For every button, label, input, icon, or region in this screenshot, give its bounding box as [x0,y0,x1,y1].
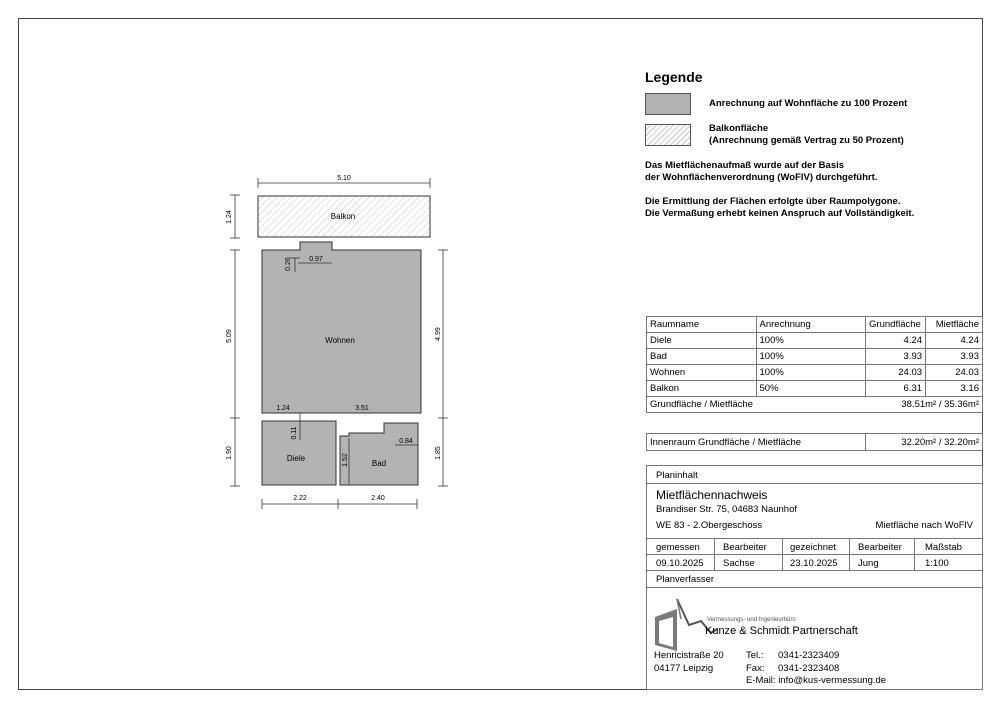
dim-bad-notch: 0.84 [399,438,413,445]
meta-header-gezeichnet: gezeichnet [790,542,836,553]
cell-grund: 6.31 [866,381,926,397]
table-row [647,381,983,397]
cell-rate: 100% [756,333,866,349]
header-mietflaeche: Mietfläche [926,317,983,333]
plan-unit: WE 83 - 2.Obergeschoss [656,520,763,531]
plan-title: Mietflächennachweis [656,488,768,502]
room-label-balkon: Balkon [330,212,356,221]
meta-header-bearbeiter2: Bearbeiter [858,542,902,553]
meta-gezeichnet: 23.10.2025 [790,558,838,569]
table-row [647,365,983,381]
cell-room: Bad [647,349,757,365]
summary-label: Innenraum Grundfläche / Mietfläche [647,434,866,451]
cell-rate: 100% [756,365,866,381]
cell-room: Balkon [647,381,757,397]
meta-header-gemessen: gemessen [656,542,700,553]
table-row [647,333,983,349]
header-raumname: Raumname [647,317,757,333]
room-label-diele: Diele [286,454,306,463]
dim-bottom-left: 2.22 [293,495,307,502]
cell-miet: 4.24 [926,333,983,349]
cell-miet: 3.93 [926,349,983,365]
dim-right-upper: 4.99 [435,327,442,341]
plan-note: Mietfläche nach WoFlV [875,520,973,531]
note-ermittlung [645,196,914,220]
legend-title: Legende [645,69,703,85]
dim-bottom-right: 2.40 [371,495,385,502]
note-basis [645,160,877,184]
cell-miet: 3.16 [926,381,983,397]
company-fax-label: Fax: [746,663,765,674]
company-fax: 0341-2323408 [778,663,840,674]
meta-header-massstab: Maßstab [925,542,962,553]
planinhalt-header: Planinhalt [656,470,698,481]
room-label-bad: Bad [371,459,387,468]
legend-swatch-balkon [645,124,691,146]
plan-address: Brandiser Str. 75, 04683 Naunhof [656,504,798,515]
title-block [646,465,983,690]
cell-rate: 100% [756,349,866,365]
company-tel: 0341-2323409 [778,650,840,661]
area-table-header [647,317,983,333]
legend-swatch-full [645,93,691,115]
dim-top-width: 5.10 [337,175,351,182]
company-email: E-Mail: info@kus-vermessung.de [746,675,887,686]
table-row [647,349,983,365]
summary-value: 32.20m² / 32.20m² [865,434,982,451]
legend-item-balkon-line2: (Anrechnung gemäß Vertrag zu 50 Prozent) [709,135,904,146]
room-diele [262,421,336,485]
note-basis-line1: Das Mietflächenaufmaß wurde auf der Basis [645,160,845,171]
meta-gemessen: 09.10.2025 [656,558,704,569]
company-city: 04177 Leipzig [654,663,714,674]
room-label-wohnen: Wohnen [325,336,355,345]
note-ermittlung-line1: Die Ermittlung der Flächen erfolgte über Raumpolygone. [645,196,901,207]
company-tel-label: Tel.: [746,650,764,661]
cell-grund: 24.03 [866,365,926,381]
company-subtitle: Vermessungs- und Ingenieurbüro [707,617,796,623]
total-label: Grundfläche / Mietfläche [647,397,866,413]
cell-miet: 24.03 [926,365,983,381]
legend-item-full: Anrechnung auf Wohnfläche zu 100 Prozent [709,98,908,109]
dim-left-lower: 1.90 [226,446,233,460]
cell-rate: 50% [756,381,866,397]
meta-bearbeiter1: Sachse [723,558,755,569]
dim-right-lower: 1.85 [435,446,442,460]
dim-notch-depth: 0.26 [285,257,292,271]
meta-massstab: 1:100 [925,558,949,569]
note-basis-line2: der Wohnflächenverordnung (WoFlV) durchgeführt. [645,172,878,183]
legend-item-balkon [709,123,904,147]
company-street: Henricistraße 20 [654,650,724,661]
dim-diele-offset: 0.11 [291,426,298,440]
cell-room: Wohnen [647,365,757,381]
cell-grund: 4.24 [866,333,926,349]
header-anrechnung: Anrechnung [756,317,866,333]
meta-header-bearbeiter1: Bearbeiter [723,542,767,553]
planverfasser-label: Planverfasser [656,574,715,585]
total-value: 38.51m² / 35.36m² [866,397,983,413]
cell-room: Diele [647,333,757,349]
dim-notch-width: 0.97 [309,256,323,263]
note-ermittlung-line2: Die Vermaßung erhebt keinen Anspruch auf Vollständigkeit. [645,208,915,219]
legend-item-balkon-line1: Balkonfläche [709,123,769,134]
room-bad [340,423,418,485]
dim-diele-width-top: 1.24 [276,405,290,412]
company-name: Kunze & Schmidt Partnerschaft [705,625,858,637]
area-table-total [647,397,983,413]
dim-left-upper: 5.09 [226,329,233,343]
company-logo-icon [651,595,721,653]
header-grundflaeche: Grundfläche [866,317,926,333]
meta-bearbeiter2: Jung [858,558,879,569]
dim-bad-width-top: 3.51 [355,405,369,412]
dim-bad-height: 1.52 [342,453,349,467]
cell-grund: 3.93 [866,349,926,365]
dim-balkon-depth: 1.24 [226,210,233,224]
area-table [646,316,983,413]
summary-table [646,433,983,451]
